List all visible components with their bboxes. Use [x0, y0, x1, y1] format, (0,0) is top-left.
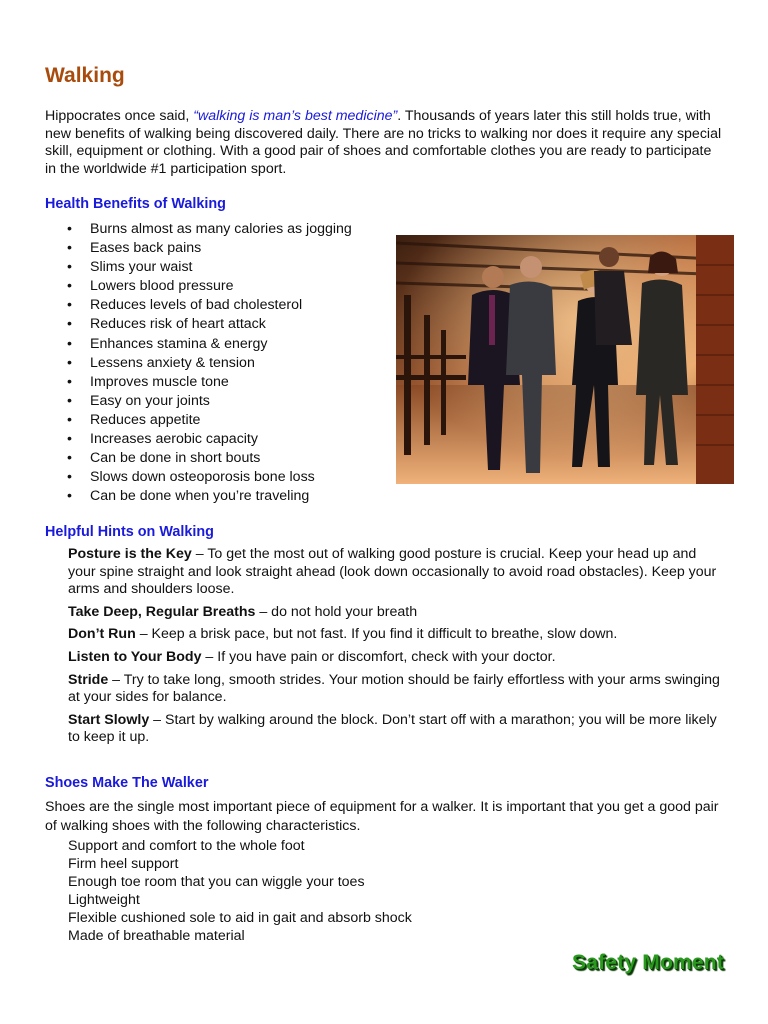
hint-label: Stride [68, 671, 109, 688]
hints-list [45, 546, 725, 752]
list-item: • Improves muscle tone [45, 373, 385, 392]
shoe-characteristics-list [68, 838, 412, 945]
list-item: • Lessens anxiety & tension [45, 354, 385, 373]
list-item: • Reduces risk of heart attack [45, 315, 385, 334]
list-item [45, 712, 725, 747]
benefits-list [45, 220, 385, 506]
list-item: • Slows down osteoporosis bone loss [45, 468, 385, 487]
page-title: Walking [45, 64, 125, 87]
hint-label: Don’t Run [68, 626, 136, 643]
hint-text: – If you have pain or discomfort, check with your doctor. [201, 648, 556, 665]
list-item [45, 626, 725, 644]
list-item [45, 604, 725, 622]
hint-text: – do not hold your breath [255, 603, 418, 620]
intro-paragraph [45, 108, 725, 178]
hippocrates-quote: “walking is man’s best medicine” [193, 108, 398, 124]
shoes-heading: Shoes Make The Walker [45, 775, 209, 791]
business-people-walking-photo [396, 235, 734, 484]
list-item: • Can be done in short bouts [45, 449, 385, 468]
hint-text: – Start by walking around the block. Don’t start off with a marathon; you will be more likely to keep it up. [68, 711, 717, 746]
hints-heading: Helpful Hints on Walking [45, 524, 214, 540]
list-item: • Slims your waist [45, 258, 385, 277]
list-item [45, 672, 725, 707]
list-item: • Can be done when you’re traveling [45, 487, 385, 506]
hint-text: – Keep a brisk pace, but not fast. If you find it difficult to breathe, slow down. [135, 626, 618, 643]
list-item: • Reduces appetite [45, 411, 385, 430]
list-item: • Lowers blood pressure [45, 277, 385, 296]
list-item: • Enhances stamina & energy [45, 335, 385, 354]
safety-moment-logo: Safety Moment [572, 951, 724, 974]
list-item: • Burns almost as many calories as jogging [45, 220, 385, 239]
hint-label: Take Deep, Regular Breaths [68, 603, 256, 620]
list-item [45, 649, 725, 667]
list-item: Enough toe room that you can wiggle your toes [68, 873, 365, 890]
intro-text-start: Hippocrates once said, [45, 108, 194, 124]
list-item [45, 546, 725, 599]
list-item: Firm heel support [68, 855, 179, 872]
hint-label: Listen to Your Body [68, 648, 202, 665]
list-item: Flexible cushioned sole to aid in gait and absorb shock [68, 909, 412, 926]
list-item: Lightweight [68, 891, 140, 908]
list-item: • Increases aerobic capacity [45, 430, 385, 449]
hint-label: Posture is the Key [68, 546, 192, 562]
list-item: • Easy on your joints [45, 392, 385, 411]
hint-text: – To get the most out of walking good posture is crucial. Keep your head up and your spine straight and look straight ahead (look down occasionally to avoid road obstacles). Keep your arms and shoulders loose. [68, 546, 717, 598]
intro-text-end: . Thousands of years later this still holds true, with new benefits of walking being discovered daily. There are no tricks to walking nor does it require any special skill, equipment or clothing. With a good pair of shoes and comfortable clothes you are ready to participate in the worldwide #1 participation sport. [45, 108, 722, 177]
list-item: Made of breathable material [68, 927, 245, 944]
list-item: • Eases back pains [45, 239, 385, 258]
list-item: • Reduces levels of bad cholesterol [45, 296, 385, 315]
hint-text: – Try to take long, smooth strides. Your motion should be fairly effortless with your arms swinging at your sides for balance. [68, 671, 720, 706]
list-item: Support and comfort to the whole foot [68, 838, 305, 854]
benefits-heading: Health Benefits of Walking [45, 196, 226, 212]
shoes-intro-paragraph: Shoes are the single most important piece of equipment for a walker. It is important that you get a good pair of walking shoes with the following characteristics. [45, 799, 719, 835]
hint-label: Start Slowly [68, 711, 150, 728]
